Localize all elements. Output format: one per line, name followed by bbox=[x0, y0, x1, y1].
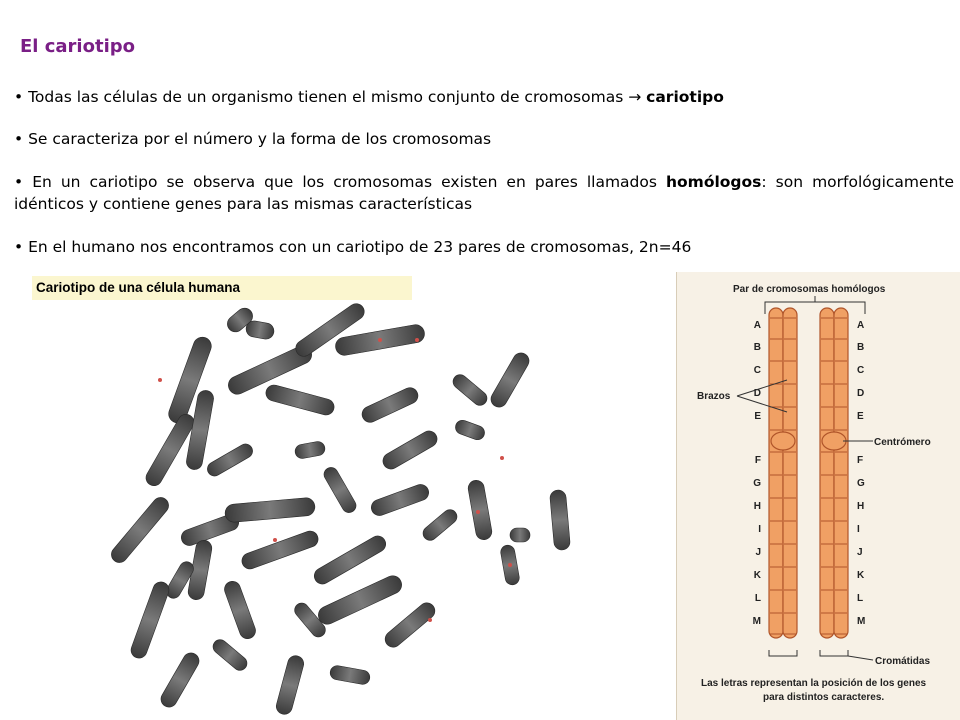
bullet-4-text: En el humano nos encontramos con un cariotipo de 23 pares de cromosomas, 2n=46 bbox=[28, 238, 692, 256]
gene-letter-right: H bbox=[857, 501, 865, 512]
bullet-3-bold: homólogos bbox=[665, 173, 762, 191]
arrow-icon: → bbox=[628, 88, 642, 106]
label-centromere: Centrómero bbox=[874, 437, 931, 448]
bullet-1-text: Todas las células de un organismo tienen el mismo conjunto de cromosomas bbox=[28, 88, 629, 106]
homologous-pair-diagram bbox=[676, 272, 960, 720]
bullet-3-text-end: : son morfológicamente idénticos y contiene genes para las mismas características bbox=[14, 173, 955, 213]
gene-letter-right: B bbox=[857, 342, 865, 353]
gene-letter-left: B bbox=[753, 342, 761, 353]
gene-letter-right: F bbox=[857, 455, 864, 466]
bullet-symbol: • bbox=[14, 238, 24, 256]
gene-letter-left: F bbox=[754, 455, 761, 466]
label-chromatids: Cromátidas bbox=[875, 656, 931, 667]
bullet-1-bold: cariotipo bbox=[646, 88, 724, 106]
bullet-3 bbox=[14, 171, 954, 215]
footer-line-2: para distintos caracteres. bbox=[763, 692, 885, 703]
bullet-3-text: En un cariotipo se observa que los cromosomas existen en pares llamados bbox=[32, 173, 666, 191]
gene-letter-left: M bbox=[752, 616, 761, 627]
gene-letter-left: D bbox=[753, 388, 761, 399]
gene-letter-right: L bbox=[857, 593, 864, 604]
gene-letter-left: A bbox=[753, 320, 761, 331]
bullet-symbol: • bbox=[14, 130, 24, 148]
gene-letter-right: C bbox=[857, 365, 865, 376]
bullet-2-text: Se caracteriza por el número y la forma de los cromosomas bbox=[28, 130, 492, 148]
gene-letter-right: I bbox=[857, 524, 860, 535]
gene-letter-left: C bbox=[753, 365, 761, 376]
gene-letter-right: A bbox=[857, 320, 865, 331]
bullet-1 bbox=[14, 86, 954, 108]
slide-title: El cariotipo bbox=[20, 36, 135, 57]
gene-letter-right: D bbox=[857, 388, 865, 399]
gene-letter-right: M bbox=[857, 616, 866, 627]
image-caption: Cariotipo de una célula humana bbox=[32, 276, 412, 300]
diagram-title: Par de cromosomas homólogos bbox=[733, 284, 886, 295]
gene-letter-right: J bbox=[857, 547, 863, 558]
gene-letter-right: G bbox=[857, 478, 865, 489]
bullet-symbol: • bbox=[14, 88, 24, 106]
label-arms: Brazos bbox=[697, 391, 731, 402]
gene-letter-left: E bbox=[754, 411, 761, 422]
bullet-4 bbox=[14, 236, 954, 258]
gene-letter-left: J bbox=[755, 547, 761, 558]
gene-letter-left: K bbox=[753, 570, 761, 581]
footer-line-1: Las letras representan la posición de los genes bbox=[701, 678, 927, 689]
gene-letter-right: E bbox=[857, 411, 864, 422]
bullet-2 bbox=[14, 128, 954, 150]
gene-letter-right: K bbox=[857, 570, 865, 581]
gene-letter-left: L bbox=[754, 593, 761, 604]
gene-letter-left: I bbox=[758, 524, 761, 535]
gene-letter-left: G bbox=[753, 478, 761, 489]
karyotype-spread-image bbox=[90, 300, 590, 720]
gene-letter-left: H bbox=[753, 501, 761, 512]
homologous-pair-drawing bbox=[677, 272, 960, 720]
bullet-symbol: • bbox=[14, 173, 24, 191]
